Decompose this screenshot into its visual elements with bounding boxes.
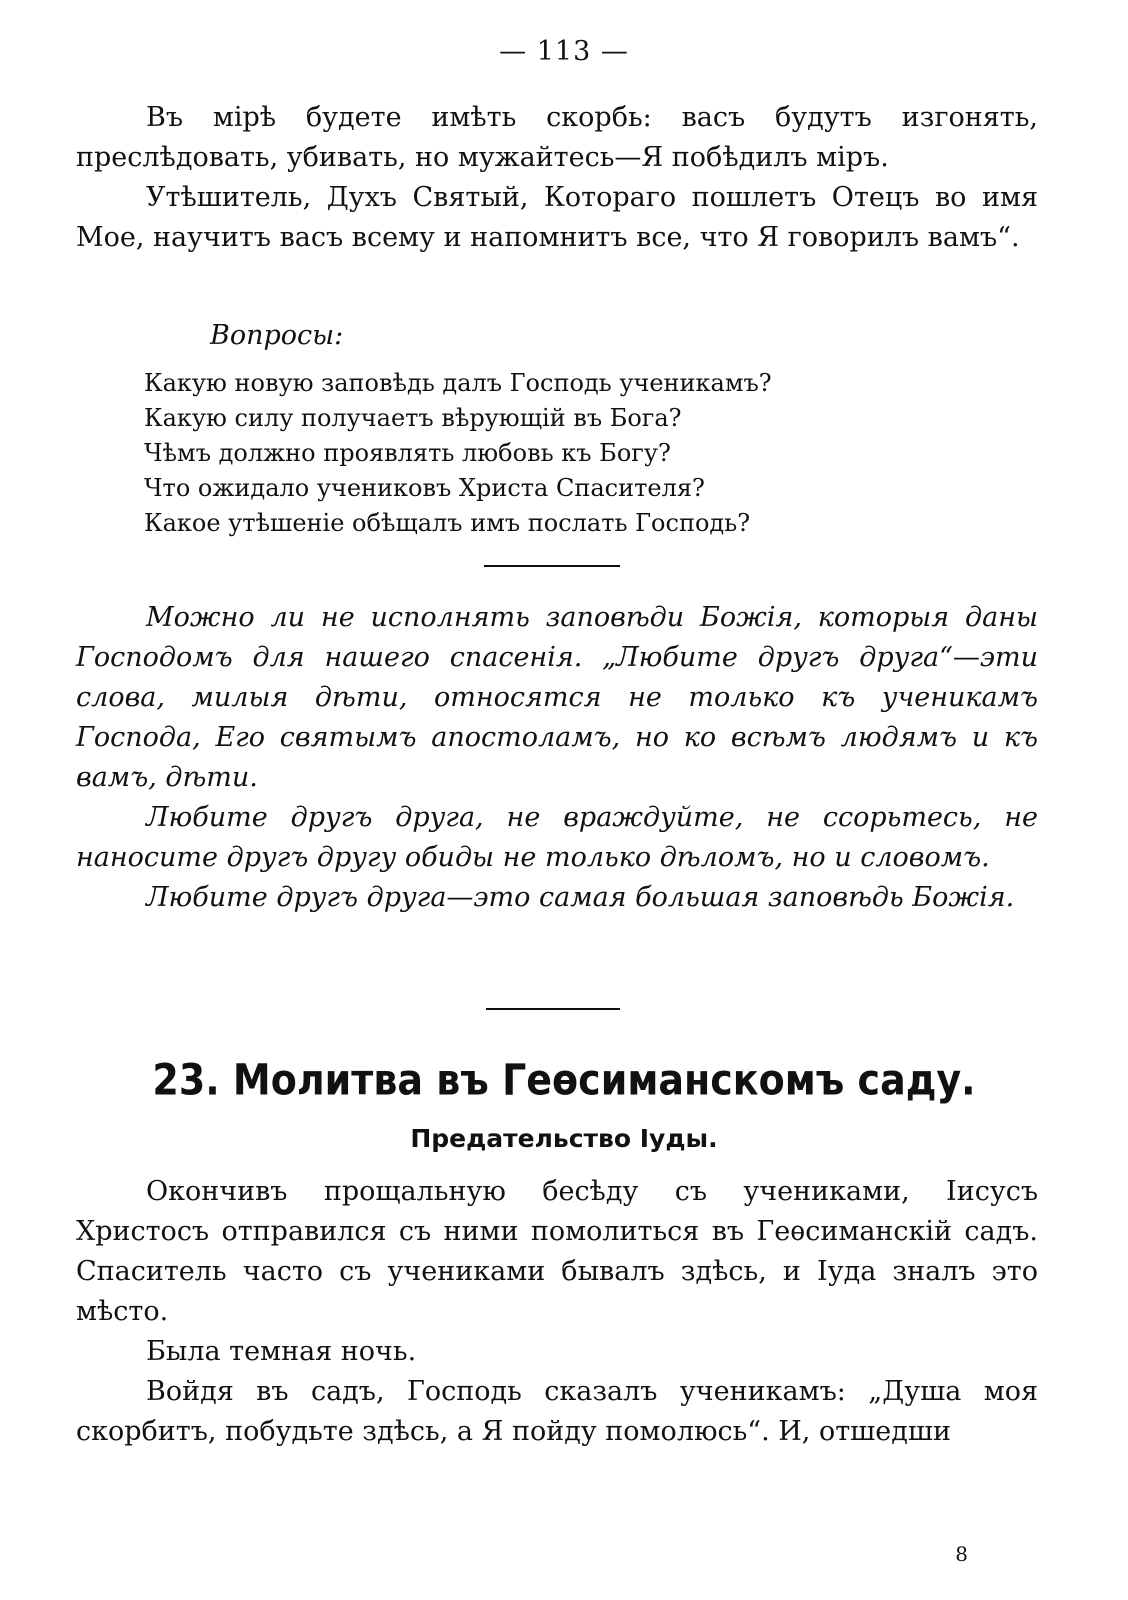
paragraph: Въ мірѣ будете имѣть скорбь: васъ будутъ изгонять, преслѣдовать, убивать, но мужайтесь—Я побѣдилъ міръ.	[76, 102, 1038, 173]
chapter-subtitle: Предательство Іуды.	[410, 1124, 718, 1153]
question-item: Какую силу получаетъ вѣрующій въ Бога?	[144, 404, 682, 432]
paragraph: Войдя въ садъ, Господь сказалъ ученикамъ: „Душа моя скорбитъ, побудьте здѣсь, а Я пойду помолюсь“. И, отшедши	[76, 1376, 1038, 1447]
question-item: Какую новую заповѣдь далъ Господь ученикамъ?	[144, 369, 772, 397]
moral-text	[76, 598, 1038, 918]
paragraph: Окончивъ прощальную бесѣду съ учениками, Іисусъ Христосъ отправился съ ними помолиться въ Геѳсиманскій садъ. Спаситель часто съ учениками бывалъ здѣсь, и Іуда зналъ это мѣсто.	[76, 1176, 1038, 1327]
question-item: Что ожидало учениковъ Христа Спасителя?	[144, 474, 705, 502]
question-item: Какое утѣшеніе обѣщалъ имъ послать Господь?	[144, 509, 751, 537]
chapter-text	[76, 1172, 1038, 1452]
questions-title: Вопросы:	[210, 320, 344, 351]
questions-list	[144, 366, 772, 541]
chapter-title: 23. Молитва въ Геѳсиманскомъ саду.	[152, 1055, 976, 1105]
paragraph: Любите другъ друга—это самая большая заповѣдь Божія.	[146, 882, 1015, 913]
section-divider	[486, 1008, 620, 1010]
page-number: — 113 —	[499, 36, 629, 67]
section-divider	[484, 565, 620, 567]
signature-mark: 8	[955, 1542, 968, 1566]
paragraph: Утѣшитель, Духъ Святый, Котораго пошлетъ Отецъ во имя Мое, научитъ васъ всему и напомнитъ все, что Я говорилъ вамъ“.	[76, 182, 1038, 253]
paragraph: Можно ли не исполнять заповѣди Божія, которыя даны Господомъ для нашего спасенія. „Любите другъ друга“—эти слова, милыя дѣти, относятся не только къ ученикамъ Господа, Его святымъ апостоламъ, но ко всѣмъ людямъ и къ вамъ, дѣти.	[76, 602, 1038, 793]
top-text	[76, 98, 1038, 258]
paragraph: Любите другъ друга, не враждуйте, не ссорьтесь, не наносите другъ другу обиды не только дѣломъ, но и словомъ.	[76, 802, 1038, 873]
question-item: Чѣмъ должно проявлять любовь къ Богу?	[144, 439, 671, 467]
paragraph: Была темная ночь.	[146, 1336, 417, 1367]
